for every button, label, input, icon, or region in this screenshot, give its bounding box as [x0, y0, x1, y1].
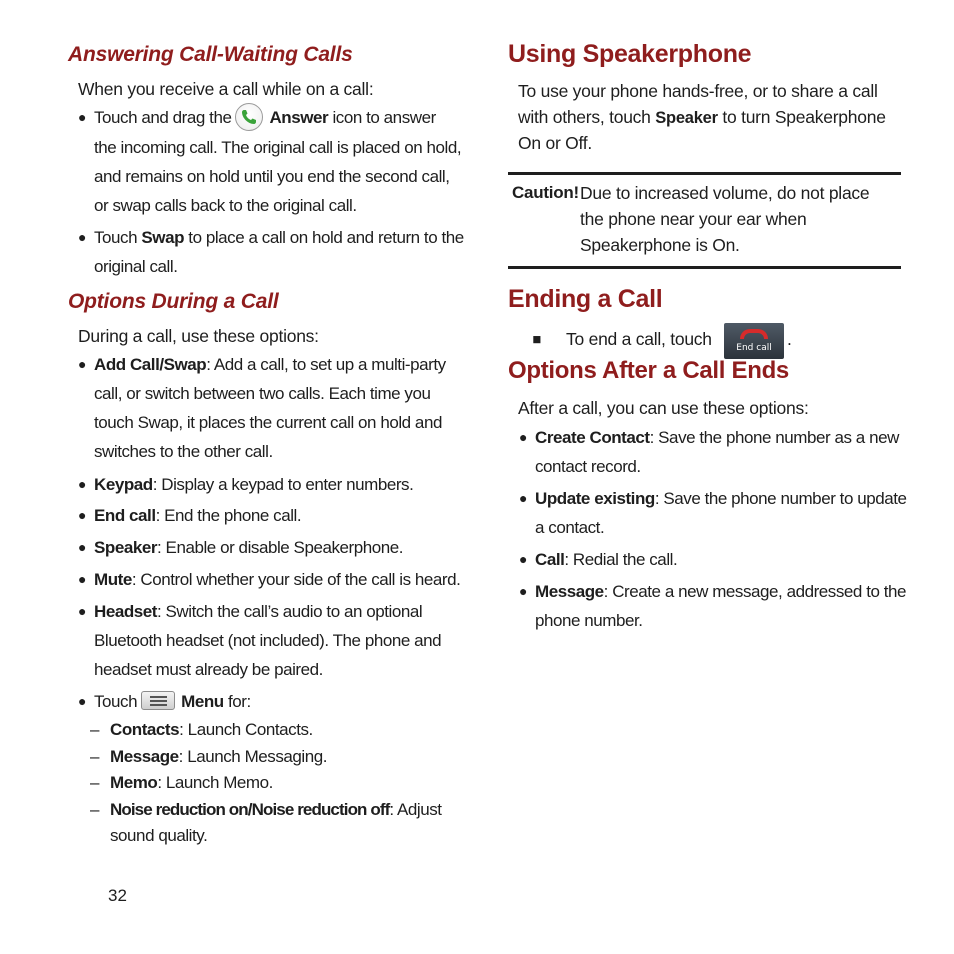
menu-pre: Touch — [94, 692, 138, 711]
dash-mark: – — [90, 800, 100, 819]
speaker-line-2-pre: with others, touch — [518, 107, 651, 127]
answering-bullet-2 — [78, 223, 464, 281]
after-label: Update existing — [535, 489, 655, 508]
after-line: phone number. — [535, 611, 643, 630]
answering-b2-post: to place a call on hold and return to the — [188, 228, 464, 247]
caution-label: Caution! — [512, 183, 579, 202]
heading-options-after-call: Options After a Call Ends — [508, 357, 789, 384]
menu-icon — [141, 691, 175, 710]
option-label: End call — [94, 506, 156, 525]
option-line: headset must already be paired. — [94, 660, 323, 679]
option-label: Keypad — [94, 475, 153, 494]
answering-b1-line: and remains on hold until you end the second call, — [94, 166, 450, 186]
answering-b2-line: original call. — [94, 257, 178, 276]
answering-b1-pre: Touch and drag the — [94, 108, 232, 127]
option-text: : End the phone call. — [155, 506, 302, 525]
option-label: Speaker — [94, 538, 158, 557]
option-end-call — [78, 501, 302, 530]
page-number: 32 — [108, 886, 127, 905]
caution-rule-top — [508, 172, 901, 175]
after-update-existing — [519, 484, 907, 542]
menu-sub-contacts — [90, 717, 313, 743]
option-text: : Display a keypad to enter numbers. — [152, 475, 414, 494]
after-text: : Redial the call. — [564, 550, 678, 569]
answering-bullet-1 — [78, 103, 462, 220]
bullet-dot: ● — [78, 229, 87, 245]
bullet-dot: ● — [519, 551, 528, 567]
bullet-dot: ● — [78, 539, 87, 555]
caution-line-2: the phone near your ear when — [580, 209, 807, 229]
answering-intro: When you receive a call while on a call: — [78, 79, 374, 99]
bullet-dot: ● — [78, 693, 87, 709]
after-message — [519, 577, 907, 635]
caution-line-3: Speakerphone is On. — [580, 235, 740, 255]
option-text: : Add a call, to set up a multi-party — [206, 355, 446, 374]
option-line: switches to the other call. — [94, 442, 273, 461]
heading-ending-a-call: Ending a Call — [508, 285, 663, 313]
bullet-dot: ● — [78, 109, 87, 125]
option-headset — [78, 597, 442, 684]
bullet-dot: ● — [78, 476, 87, 492]
speaker-line-2-post: to turn Speakerphone — [722, 107, 886, 127]
dash-mark: – — [90, 720, 100, 739]
option-text: : Switch the call’s audio to an optional — [157, 602, 423, 621]
option-label: Add Call/Swap — [94, 355, 207, 374]
menu-sub-message — [90, 744, 327, 770]
after-create-contact — [519, 423, 899, 481]
answering-b2-pre: Touch — [94, 228, 138, 247]
option-keypad — [78, 470, 414, 499]
sub-text: : Adjust — [389, 800, 442, 819]
after-line: a contact. — [535, 518, 605, 537]
answering-b1-line: or swap calls back to the original call. — [94, 195, 357, 215]
bullet-dot: ● — [78, 571, 87, 587]
option-line: call, or switch between two calls. Each time you — [94, 384, 431, 403]
end-call-button-icon — [724, 323, 784, 359]
after-text: : Save the phone number to update — [654, 489, 907, 508]
bullet-dot: ● — [78, 507, 87, 523]
phone-answer-icon — [235, 103, 263, 131]
square-bullet: ◾ — [532, 331, 542, 346]
after-label: Create Contact — [535, 428, 650, 447]
after-intro: After a call, you can use these options: — [518, 398, 809, 418]
menu-bold: Menu — [181, 692, 224, 711]
ending-text: To end a call, touch — [566, 329, 712, 349]
option-menu — [78, 687, 251, 716]
option-text: : Enable or disable Speakerphone. — [157, 538, 404, 557]
after-label: Message — [535, 582, 604, 601]
heading-using-speakerphone: Using Speakerphone — [508, 40, 752, 68]
option-line: touch Swap, it places the current call on hold and — [94, 413, 442, 432]
option-label: Mute — [94, 570, 132, 589]
option-line: Bluetooth headset (not included). The phone and — [94, 631, 442, 650]
end-call-handset-icon — [740, 329, 768, 339]
caution-rule-bottom — [508, 266, 901, 269]
menu-post: for: — [228, 692, 251, 711]
answering-b1-line: the incoming call. The original call is placed on hold, — [94, 137, 462, 157]
bullet-dot: ● — [519, 429, 528, 445]
speaker-line-2-bold: Speaker — [655, 109, 718, 127]
ending-period: . — [787, 329, 792, 349]
sub-line: sound quality. — [110, 826, 208, 845]
options-during-intro: During a call, use these options: — [78, 326, 319, 346]
caution-line-1: Due to increased volume, do not place — [580, 183, 870, 203]
speaker-line-1: To use your phone hands-free, or to share a call — [518, 81, 878, 101]
option-mute — [78, 565, 461, 594]
after-text: : Create a new message, addressed to the — [603, 582, 907, 601]
dash-mark: – — [90, 773, 100, 792]
menu-sub-memo — [90, 770, 273, 796]
sub-label: Noise reduction on/Noise reduction off — [110, 800, 390, 819]
answering-b2-bold: Swap — [141, 228, 185, 247]
option-text: : Control whether your side of the call is heard. — [131, 570, 461, 589]
sub-label: Contacts — [110, 720, 180, 739]
heading-options-during-call: Options During a Call — [68, 290, 279, 313]
sub-label: Message — [110, 747, 179, 766]
option-speaker — [78, 533, 404, 562]
menu-sub-noise-reduction — [90, 797, 442, 849]
sub-text: : Launch Memo. — [157, 773, 273, 792]
answering-b1-post: icon to answer — [332, 108, 436, 127]
sub-text: : Launch Messaging. — [178, 747, 327, 766]
option-add-call-swap — [78, 350, 446, 466]
dash-mark: – — [90, 747, 100, 766]
after-text: : Save the phone number as a new — [649, 428, 899, 447]
heading-answering-call-waiting: Answering Call-Waiting Calls — [68, 43, 353, 66]
after-line: contact record. — [535, 457, 641, 476]
end-call-label: End call — [736, 343, 772, 353]
after-label: Call — [535, 550, 565, 569]
answering-b1-bold: Answer — [269, 108, 329, 127]
speaker-line-3: On or Off. — [518, 133, 593, 153]
speaker-line-2 — [518, 104, 886, 131]
option-label: Headset — [94, 602, 157, 621]
bullet-dot: ● — [78, 356, 87, 372]
after-call — [519, 545, 678, 574]
bullet-dot: ● — [519, 583, 528, 599]
bullet-dot: ● — [78, 603, 87, 619]
sub-text: : Launch Contacts. — [179, 720, 313, 739]
sub-label: Memo — [110, 773, 158, 792]
bullet-dot: ● — [519, 490, 528, 506]
